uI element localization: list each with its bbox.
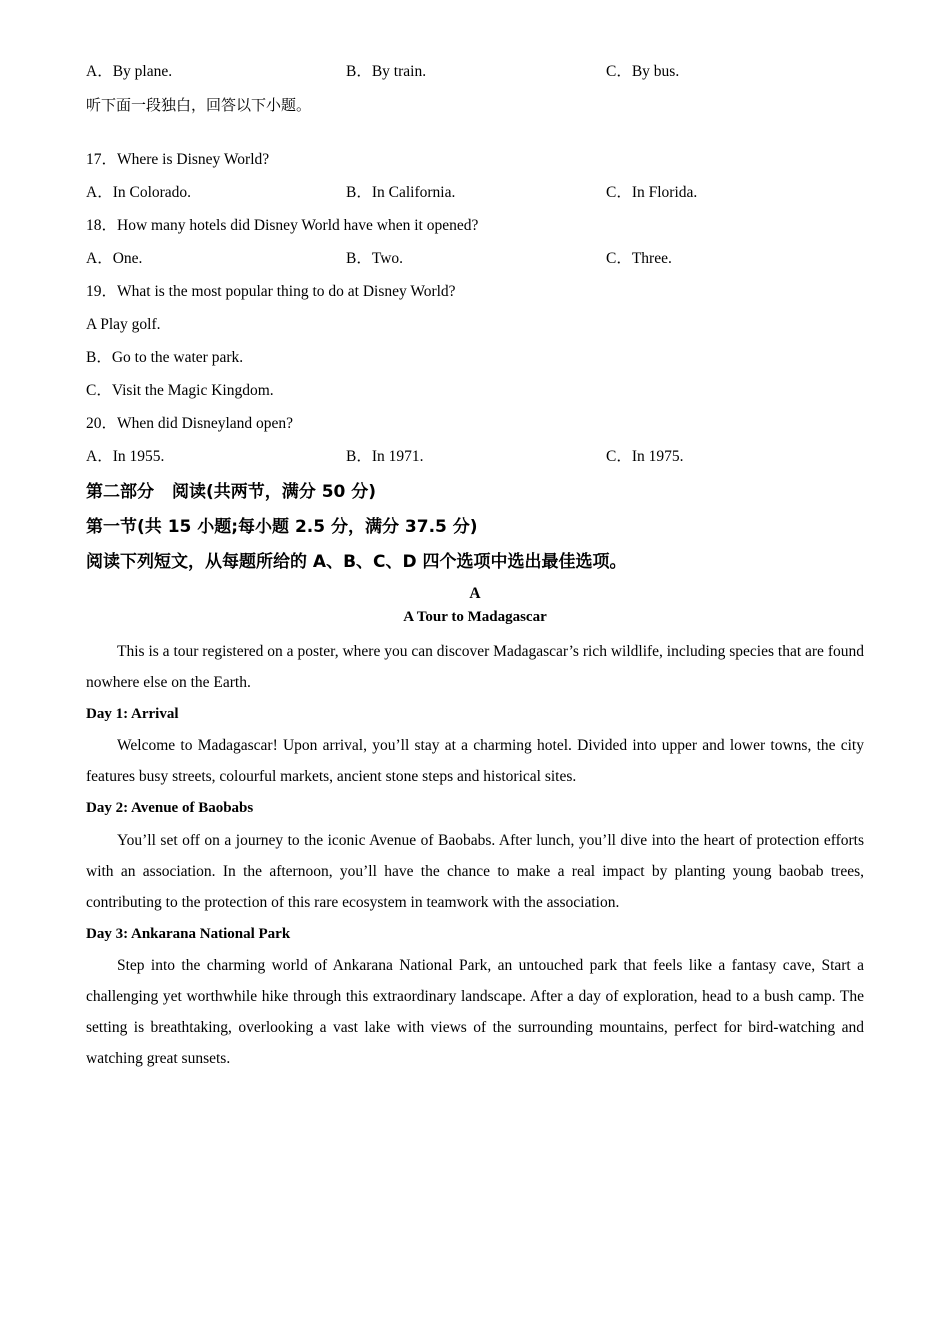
listening-instruction: 听下面一段独白，回答以下小题。 [86,96,312,115]
day-1-text: Welcome to Madagascar! Upon arrival, you’ll stay at a charming hotel. Divided into upper and lower towns, the city features busy streets, colourful markets, ancient stone steps and historical sites. [86,737,864,786]
option-c: C．In 1975. [606,448,684,466]
question-19-option-a: A Play golf. [86,316,161,334]
passage-letter: A [469,584,481,602]
option-b: B．Two. [346,250,404,268]
option-a: A．By plane. [86,63,173,80]
question-18-options [86,247,864,271]
question-19-option-b: B．Go to the water park. [86,349,244,367]
day-3-heading: Day 3: Ankarana National Park [86,925,291,942]
option-c: C．By bus. [606,63,680,80]
passage-intro: This is a tour registered on a poster, where you can discover Madagascar’s rich wildlife, including species that are found nowhere else on the Earth. [86,642,864,691]
day-2-heading: Day 2: Avenue of Baobabs [86,800,254,817]
option-a: A．One. [86,250,143,268]
option-c: C．In Florida. [606,184,698,202]
day-1-heading: Day 1: Arrival [86,705,179,722]
section-one-direction: 阅读下列短文，从每题所给的 A、B、C、D 四个选项中选出最佳选项。 [86,551,627,572]
option-b: B．In 1971. [346,448,424,466]
question-18-stem: 18．How many hotels did Disney World have when it opened? [86,217,479,235]
question-16-options [86,60,864,84]
part-two-text: 阅读(共两节，满分 50 分) [172,482,377,503]
part-two-heading [86,478,864,507]
option-a: A．In Colorado. [86,184,192,202]
question-17-stem: 17．Where is Disney World? [86,151,270,169]
section-one-heading: 第一节(共 15 小题;每小题 2.5 分，满分 37.5 分) [86,517,478,538]
question-17-options [86,181,864,205]
part-two-label: 第二部分 [86,482,154,503]
question-19-stem: 19．What is the most popular thing to do at Disney World? [86,283,456,301]
question-19-option-c: C．Visit the Magic Kingdom. [86,382,274,400]
option-a: A．In 1955. [86,448,165,466]
passage-title: A Tour to Madagascar [403,608,547,625]
question-20-stem: 20．When did Disneyland open? [86,415,294,433]
question-20-options [86,445,864,469]
option-c: C．Three. [606,250,672,268]
day-2-text: You’ll set off on a journey to the iconic Avenue of Baobabs. After lunch, you’ll dive into the heart of protection efforts with an association. In the afternoon, you’ll have the chance to make a real impact by planting young baobab trees, contributing to the protection of this rare ecosystem in teamwork with the association. [86,831,864,911]
blank-space [86,126,864,148]
day-3-text: Step into the charming world of Ankarana National Park, an untouched park that feels like a fantasy cave, Start a challenging yet worthwhile hike through this extraordinary landscape. After a day of exploration, head to a bush camp. The setting is breathtaking, overlooking a vast lake with views of the surrounding mountains, perfect for bird-watching and watching great sunsets. [86,957,864,1068]
option-b: B．By train. [346,63,427,80]
option-b: B．In California. [346,184,456,202]
